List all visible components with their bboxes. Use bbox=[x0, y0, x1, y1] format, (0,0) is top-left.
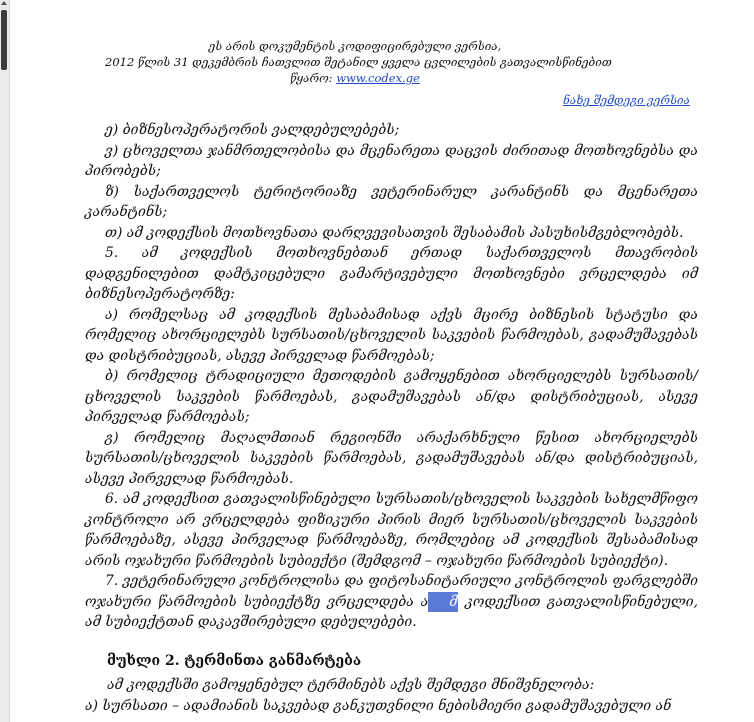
paragraph: თ) ამ კოდექსის მოთხოვნათა დარღვევისათვის შესაბამის პასუხისმგებლობებს. bbox=[105, 224, 684, 241]
paragraph: ა) რომელსაც ამ კოდექსის შესაბამისად აქვს მცირე ბიზნესის სტატუსი და რომელიც ახორციელებს სურსათის/ცხოველის საკვების წარმოებას, გადამუშავებას და დისტრიბუციას, ასევე პირველად წარმოებას; bbox=[85, 306, 698, 364]
article-2-heading: მუხლი 2. ტერმინთა განმარტება bbox=[107, 653, 362, 669]
header-line-1: ეს არის დოკუმენტის კოდიფიცირებული ვერსია, bbox=[208, 39, 502, 53]
document-header bbox=[105, 38, 612, 86]
source-link[interactable]: www.codex.ge bbox=[336, 71, 420, 85]
header-source bbox=[105, 70, 605, 86]
text-cursor-selection[interactable]: მ bbox=[428, 592, 458, 613]
source-label: წყარო: bbox=[290, 71, 333, 85]
scrollbar-thumb[interactable] bbox=[1, 10, 7, 70]
next-version-link[interactable]: ნახე შემდეგი ვერსია bbox=[563, 93, 690, 107]
paragraph: 6. ამ კოდექსით გათვალისწინებული სურსათის/ცხოველის საკვების სახელმწიფო კონტროლი არ ვრცელდება ფიზიკური პირის მიერ სურსათის/ცხოველის საკვების წარმოებაზე, ასევე პირველად წარმოებაზე, რომლებიც ამ კოდექსის შესაბამისად არის ოჯახური წარმოების სუბიექტი (შემდგომ – ოჯახური წარმოების სუბიექტი). bbox=[85, 491, 698, 569]
paragraph: ვ) ცხოველთა ჯანმრთელობისა და მცენარეთა დაცვის ძირითად მოთხოვნებსა და პირობებს; bbox=[85, 142, 698, 179]
paragraph: ბ) რომელიც ტრადიციული მეთოდების გამოყენებით ახორციელებს სურსათის/ცხოველის საკვების წარმოებას, გადამუშავებას ან/და დისტრიბუციას, ასევე პირველად წარმოებას; bbox=[85, 368, 698, 425]
paragraph: 5. ამ კოდექსის მოთხოვნებთან ერთად საქართველოს მთავრობის დადგენილებით დამტკიცებული გამარტივებული მოთხოვნები ვრცელდება იმ ბიზნესოპერატორზე: bbox=[85, 245, 698, 302]
paragraph: გ) რომელიც მაღალმთიან რეგიონში არაქარხნული წესით ახორციელებს სურსათის/ცხოველის საკვების წარმოებას, გადამუშავებას ან/და დისტრიბუციას, ასევე პირველად წარმოებას. bbox=[85, 429, 698, 487]
scroll-up-arrow-icon[interactable] bbox=[1, 1, 7, 5]
paragraph-7-start: 7. ვეტერინარული კონტროლისა და ფიტოსანიტარიული კონტროლის ფარგლებში ოჯახური წარმოების სუბიექტზე ვრცელდება ა bbox=[85, 573, 698, 610]
document-body bbox=[85, 120, 698, 633]
paragraph-7 bbox=[85, 571, 698, 633]
header-line-2: 2012 წლის 31 დეკემბრის ჩათვლით შეტანილ ყველა ცვლილების გათვალისწინებით bbox=[105, 55, 612, 69]
paragraph-7-end: კოდექსით გათვალისწინებული, ამ სუბიექტთან დაკავშირებული დებულებები. bbox=[85, 593, 698, 630]
article-2-intro: ამ კოდექსში გამოყენებულ ტერმინებს აქვს შემდეგი მნიშვნელობა: bbox=[107, 677, 595, 693]
vertical-scrollbar[interactable] bbox=[0, 0, 10, 722]
definition-a-partial: ა) სურსათი – ადამიანის საკვებად განკუთვნილი ნებისმიერი გადამუშავებული ან bbox=[85, 698, 672, 714]
paragraph: ე) ბიზნესოპერატორის ვალდებულებებს; bbox=[105, 122, 400, 138]
paragraph: ზ) საქართველოს ტერიტორიაზე ვეტერინარულ კარანტინს და მცენარეთა კარანტინს; bbox=[85, 183, 698, 220]
